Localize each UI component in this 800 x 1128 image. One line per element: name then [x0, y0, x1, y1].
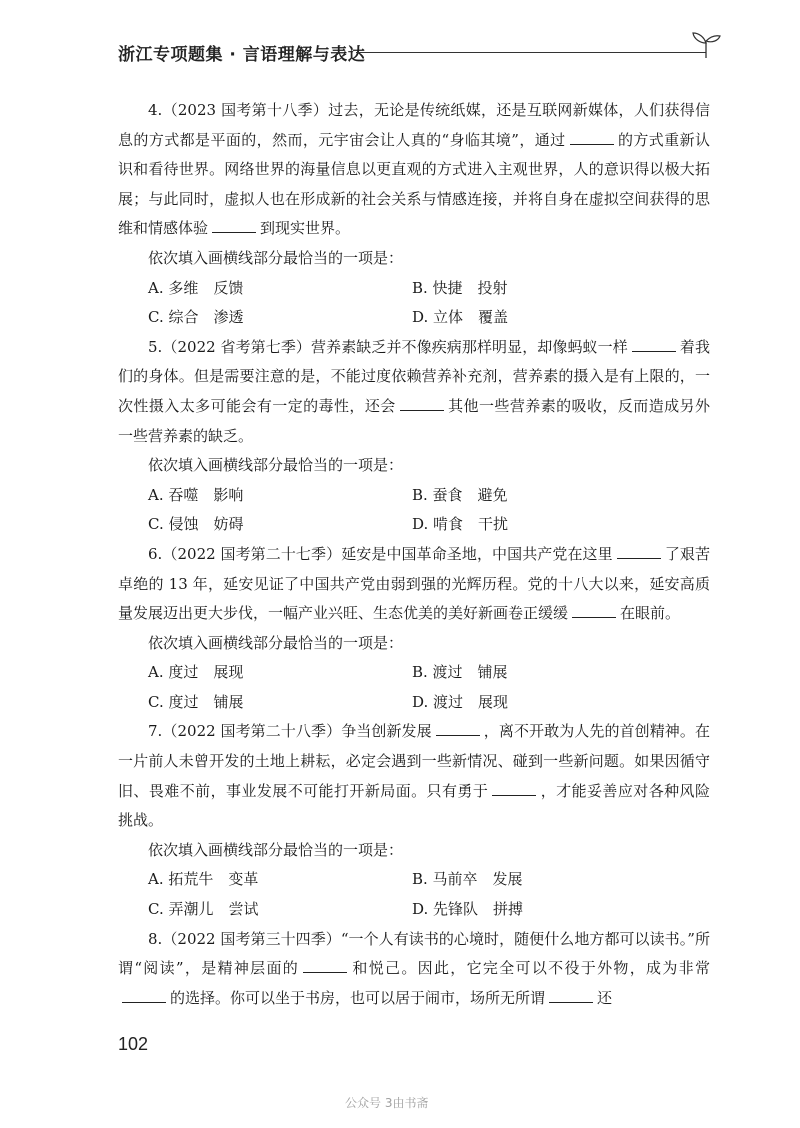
option-b: B. 快捷 投射 [412, 278, 508, 297]
option-a: A. 多维 反馈 [148, 278, 244, 297]
page-content [118, 96, 710, 1013]
question-intro: 依次填入画横线部分最恰当的一项是： [148, 248, 404, 267]
option-b: B. 马前卒 发展 [412, 870, 523, 889]
question-intro: 依次填入画横线部分最恰当的一项是： [148, 840, 404, 859]
option-b: B. 蚕食 避免 [412, 485, 508, 504]
option-c: C. 侵蚀 妨碍 [148, 515, 244, 534]
options-grid [118, 865, 710, 924]
running-header [118, 38, 718, 68]
fill-blank [492, 779, 536, 796]
option-c: C. 弄潮儿 尝试 [148, 900, 259, 919]
text-segment: ，离不开敢为人先的首创精神。在一片前人未曾开发的土地上耕耘，必定会遇到一些新情况、碰到一些新问题。如果因循守旧、畏难不前，事业发展不可能打开新局面。只有勇于 [118, 722, 710, 800]
option-c: C. 综合 渗透 [148, 308, 244, 327]
text-segment: 5.（2022 省考第七季）营养素缺乏并不像疾病那样明显，却像蚂蚁一样 [148, 337, 628, 356]
option-d: D. 立体 覆盖 [412, 308, 509, 327]
question-5 [118, 333, 710, 540]
option-d: D. 渡过 展现 [412, 692, 509, 711]
text-segment: 6.（2022 国考第二十七季）延安是中国革命圣地，中国共产党在这里 [148, 544, 613, 563]
text-segment: 7.（2022 国考第二十八季）争当创新发展 [148, 722, 432, 741]
text-segment: 着我们的身体。但是需要注意的是，不能过度依赖营养补充剂，营养素的摄入是有上限的，一次性摄入太多可能会有一定的毒性，还会 [118, 337, 710, 415]
fill-blank [400, 394, 444, 411]
text-segment: 和悦己。因此，它完全可以不役于外物，成为非常 [351, 959, 710, 978]
option-d: D. 先锋队 拼搏 [412, 900, 524, 919]
text-segment: 4.（2023 国考第十八季）过去，无论是传统纸媒，还是互联网新媒体，人们获得信息的方式都是平面的，然而，元宇宙会让人真的“身临其境”，通过 [118, 101, 710, 149]
option-a: A. 吞噬 影响 [148, 485, 244, 504]
options-grid [118, 274, 710, 333]
watermark: 公众号 3由书斋 [345, 1096, 429, 1110]
text-segment: 8.（2022 国考第三十四季）“一个人有读书的心境时，随便什么地方都可以读书。”所谓“阅读”，是精神层面的 [118, 929, 710, 978]
question-7 [118, 717, 710, 924]
text-segment: ，才能妥善应对各种风险挑战。 [118, 781, 710, 830]
fill-blank [212, 216, 256, 233]
option-a: A. 度过 展现 [148, 663, 244, 682]
question-text [118, 925, 710, 1014]
text-segment: 还 [597, 988, 613, 1007]
option-d: D. 啃食 干扰 [412, 515, 509, 534]
fill-blank [572, 601, 616, 618]
fill-blank [617, 542, 661, 559]
question-8 [118, 925, 710, 1014]
question-6 [118, 540, 710, 718]
header-title: 浙江专项题集 · 言语理解与表达 [118, 45, 366, 65]
question-text [118, 333, 710, 451]
text-segment: 到现实世界。 [260, 219, 351, 238]
fill-blank [632, 335, 676, 352]
question-text [118, 96, 710, 244]
page-number: 102 [118, 1034, 149, 1054]
text-segment: 的选择。你可以坐于书房，也可以居于闹市，场所无所谓 [170, 988, 546, 1007]
option-c: C. 度过 铺展 [148, 692, 244, 711]
options-grid [118, 658, 710, 717]
question-text [118, 717, 710, 835]
fill-blank [570, 128, 614, 145]
fill-blank [122, 986, 166, 1003]
fill-blank [436, 719, 480, 736]
question-4 [118, 96, 710, 333]
text-segment: 在眼前。 [620, 604, 681, 623]
text-segment: 的方式重新认识和看待世界。网络世界的海量信息以更直观的方式进入主观世界，人的意识得以极大拓展；与此同时，虚拟人也在形成新的社会关系与情感连接，并将自身在虚拟空间获得的思维和情感体验 [118, 130, 710, 238]
fill-blank [549, 986, 593, 1003]
text-segment: 了艰苦卓绝的 13 年，延安见证了中国共产党由弱到强的光辉历程。党的十八大以来，延安高质量发展迈出更大步伐，一幅产业兴旺、生态优美的美好新画卷正缓缓 [118, 544, 710, 623]
option-a: A. 拓荒牛 变革 [148, 870, 259, 889]
text-segment: 其他一些营养素的吸收，反而造成另外一些营养素的缺乏。 [118, 396, 710, 445]
fill-blank [303, 956, 347, 973]
option-b: B. 渡过 铺展 [412, 663, 508, 682]
question-text [118, 540, 710, 629]
options-grid [118, 481, 710, 540]
sprout-icon [688, 30, 724, 60]
question-intro: 依次填入画横线部分最恰当的一项是： [148, 633, 404, 652]
question-intro: 依次填入画横线部分最恰当的一项是： [148, 456, 404, 475]
header-rule [356, 52, 706, 53]
